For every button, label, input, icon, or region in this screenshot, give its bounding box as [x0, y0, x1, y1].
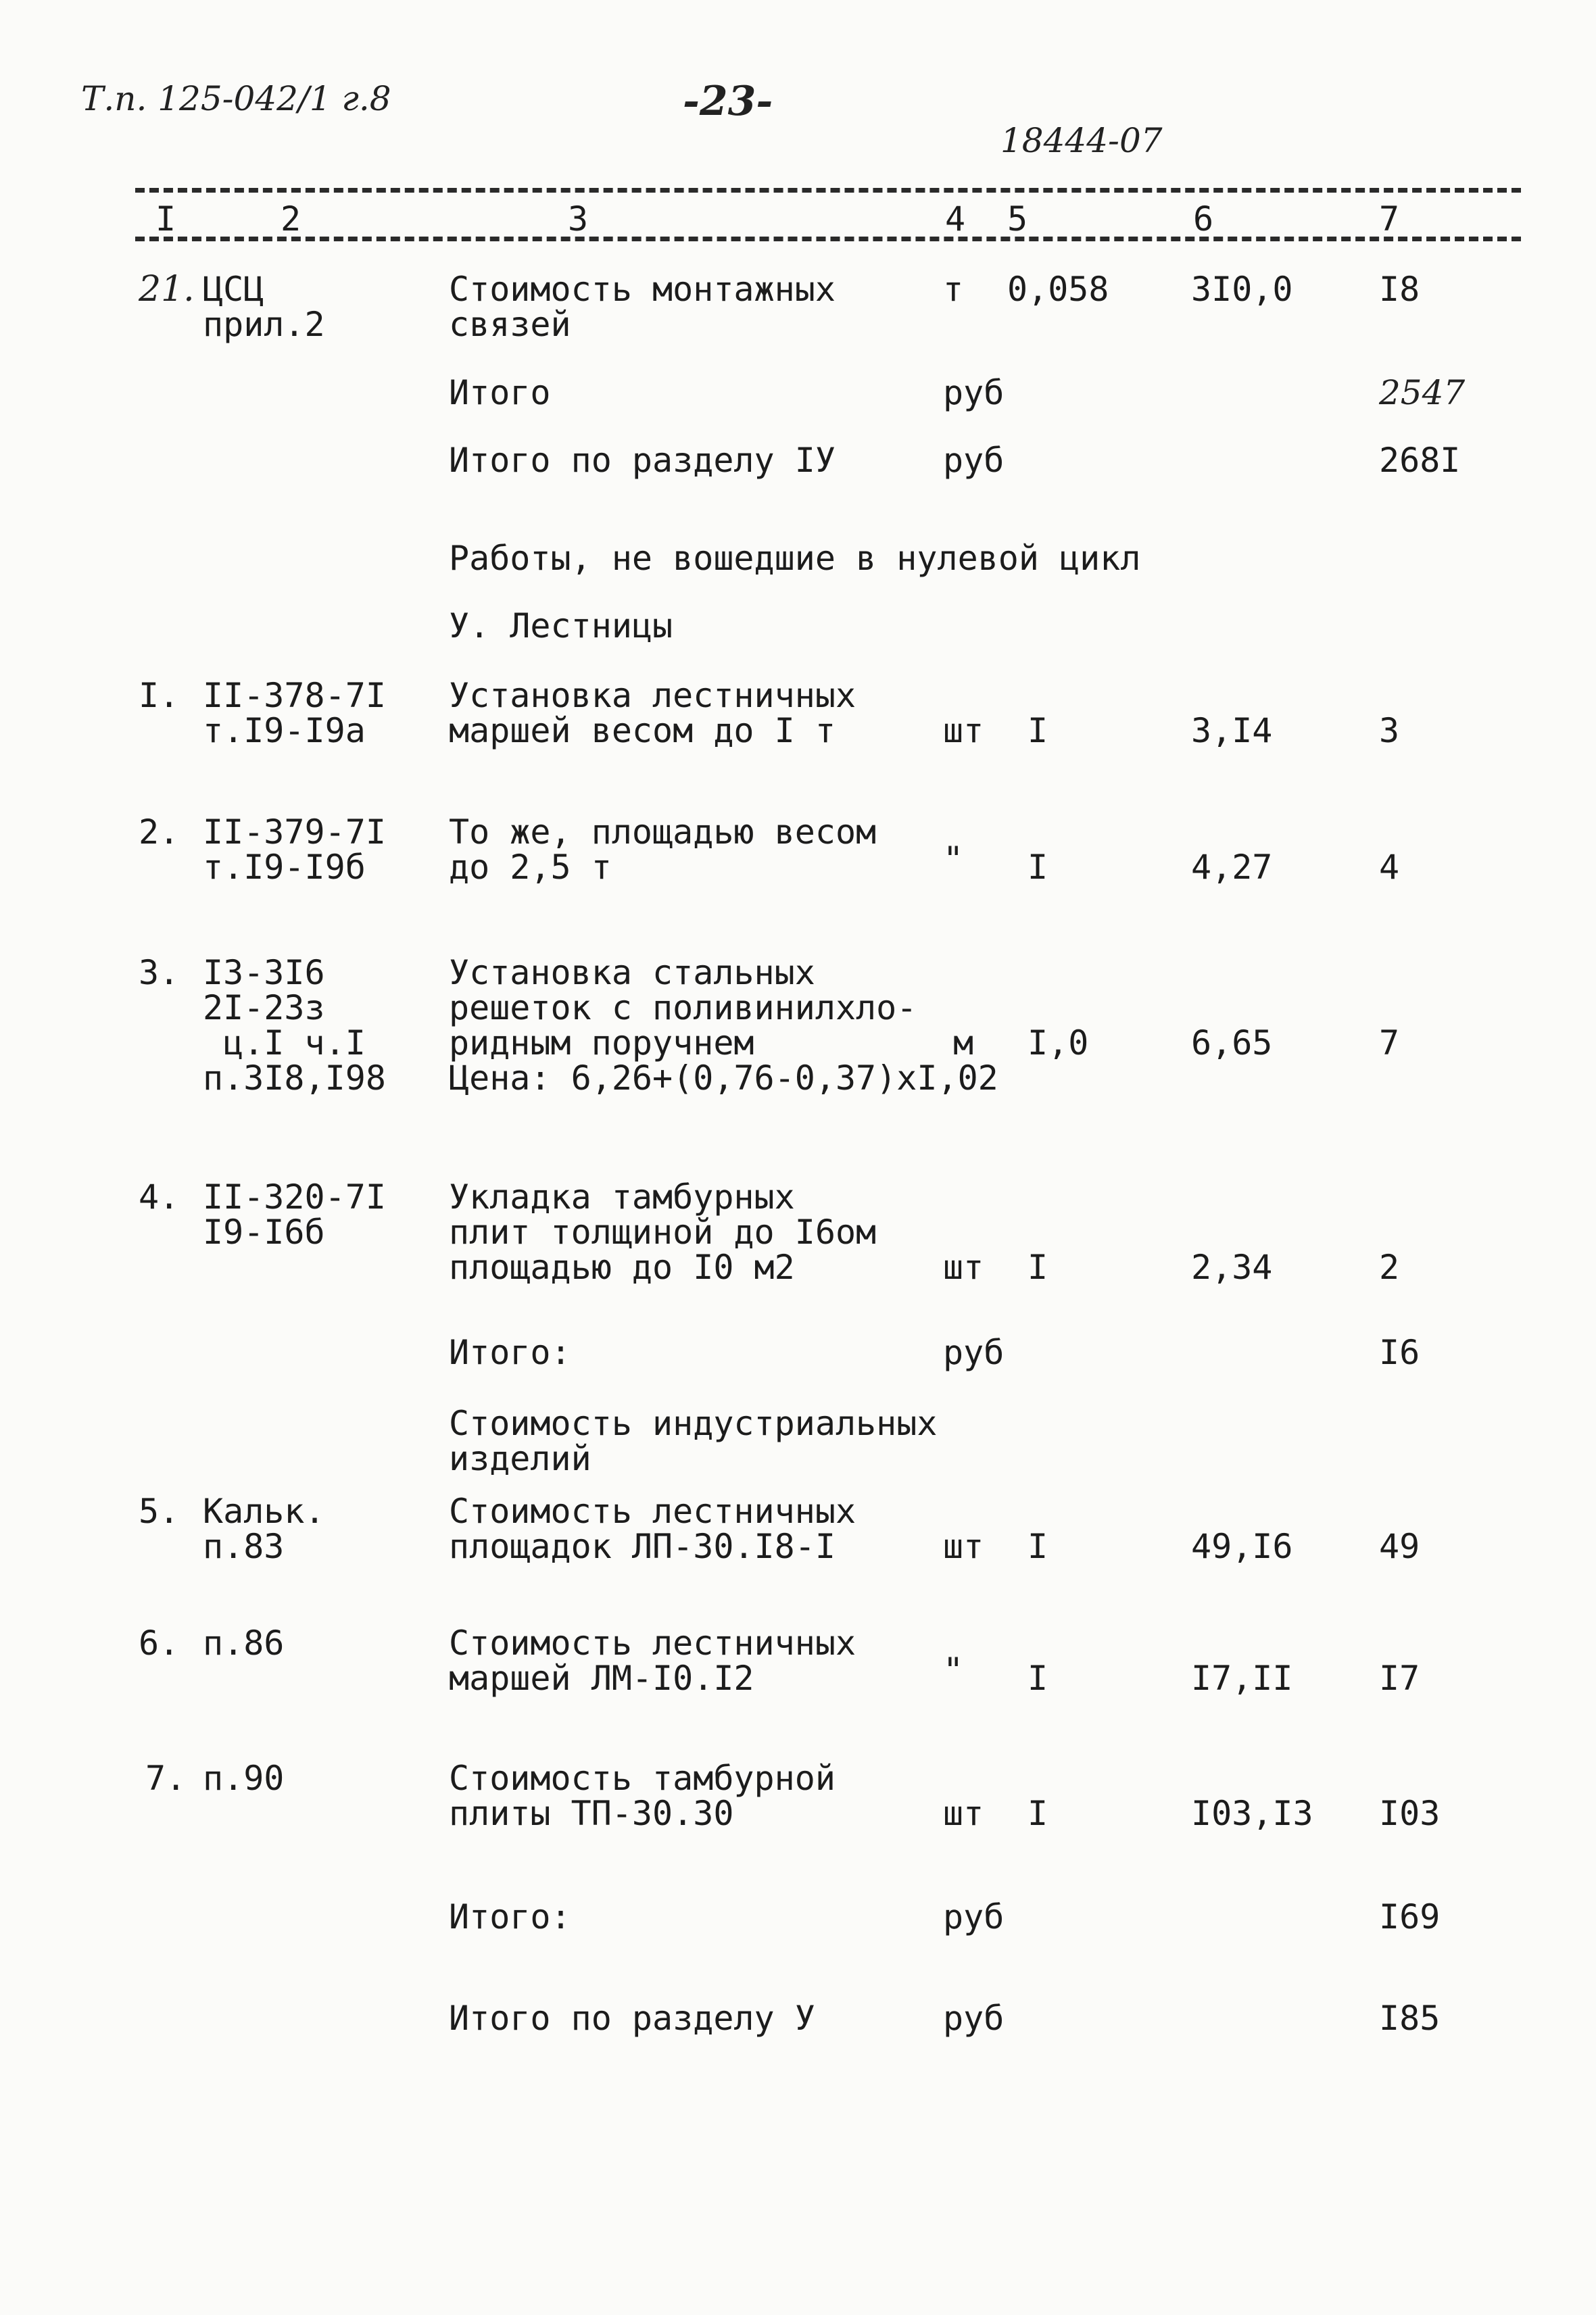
header-rule-top	[135, 188, 1521, 193]
row-number: 6.	[139, 1624, 180, 1663]
column-header-7: 7	[1379, 199, 1400, 239]
column-header-2: 2	[281, 199, 301, 239]
row-total: I7	[1379, 1659, 1420, 1698]
row-unit: "	[943, 1651, 964, 1690]
row-description: Стоимость монтажных связей	[449, 270, 836, 344]
row-total: 4	[1379, 848, 1400, 887]
row-code: п.90	[203, 1759, 285, 1798]
column-header-4: 4	[945, 199, 966, 239]
row-price: 3I0,0	[1191, 270, 1293, 309]
row-description: Стоимость тамбурной плиты ТП-30.30	[449, 1759, 836, 1833]
row-code: II-378-7I т.I9-I9а	[203, 676, 386, 750]
row-code: п.86	[203, 1624, 285, 1663]
row-quantity: I,0	[1027, 1023, 1089, 1063]
row-description: Итого:	[449, 1897, 571, 1936]
row-price: 3,I4	[1191, 711, 1273, 750]
row-quantity: I	[1027, 1527, 1048, 1566]
row-code: ЦСЦ прил.2	[203, 270, 325, 344]
row-description: Итого по разделу У	[449, 1999, 815, 2038]
row-unit: руб	[943, 1999, 1005, 2038]
row-unit: шт	[943, 1527, 984, 1566]
row-description: Установка лестничных маршей весом до I т	[449, 676, 856, 750]
row-total: I69	[1379, 1897, 1441, 1936]
row-description: Укладка тамбурных плит толщиной до I6ом площадью до I0 м2	[449, 1177, 877, 1287]
row-price: I7,II	[1191, 1659, 1293, 1698]
document-reference: Т.п. 125-042/1 г.8	[81, 79, 391, 118]
row-number: 7.	[145, 1759, 187, 1798]
row-total: I03	[1379, 1794, 1441, 1833]
row-number: 4.	[139, 1177, 180, 1217]
row-quantity: I	[1027, 711, 1048, 750]
row-number: 2.	[139, 812, 180, 852]
column-header-3: 3	[568, 199, 589, 239]
row-unit: руб	[943, 1333, 1005, 1372]
row-total: 2547	[1379, 373, 1466, 412]
row-total: 268I	[1379, 441, 1461, 480]
row-code: II-379-7I т.I9-I9б	[203, 812, 386, 887]
row-unit: руб	[943, 373, 1005, 412]
row-total: I8	[1379, 270, 1420, 309]
row-price: 4,27	[1191, 848, 1273, 887]
row-unit: шт	[943, 711, 984, 750]
row-quantity: I	[1027, 1659, 1048, 1698]
row-number: 5.	[139, 1492, 180, 1531]
column-header-5: 5	[1007, 199, 1028, 239]
row-quantity: I	[1027, 1248, 1048, 1287]
page-number: -23-	[683, 78, 773, 125]
row-unit: шт	[943, 1248, 984, 1287]
row-unit: руб	[943, 441, 1005, 480]
row-quantity: I	[1027, 1794, 1048, 1833]
section-heading-industrial-items: Стоимость индустриальных изделий	[449, 1404, 938, 1478]
row-price: 6,65	[1191, 1023, 1273, 1063]
row-total: 3	[1379, 711, 1400, 750]
row-total: 49	[1379, 1527, 1420, 1566]
row-code: I3-3I6 2I-23з ц.I ч.I п.3I8,I98	[203, 953, 386, 1098]
row-total: 7	[1379, 1023, 1400, 1063]
row-total: 2	[1379, 1248, 1400, 1287]
row-description: Установка стальных решеток с поливинилхло- ридным поручнем Цена: 6,26+(0,76-0,37)xI,02	[449, 953, 998, 1098]
row-unit: руб	[943, 1897, 1005, 1936]
row-description: Итого:	[449, 1333, 571, 1372]
row-description: То же, площадью весом до 2,5 т	[449, 812, 877, 887]
row-quantity: I	[1027, 848, 1048, 887]
row-description: Стоимость лестничных маршей ЛМ-I0.I2	[449, 1624, 856, 1698]
row-total: I6	[1379, 1333, 1420, 1372]
row-unit: шт	[943, 1794, 984, 1833]
column-header-1: I	[155, 199, 176, 239]
column-header-6: 6	[1193, 199, 1214, 239]
row-code: Кальк. п.83	[203, 1492, 325, 1566]
row-unit: "	[943, 839, 964, 879]
row-description: Итого по разделу IУ	[449, 441, 836, 480]
section-heading-excluded-works: Работы, не вошедшие в нулевой цикл	[449, 539, 1141, 578]
row-price: 49,I6	[1191, 1527, 1293, 1566]
row-description: Итого	[449, 373, 551, 412]
row-price: 2,34	[1191, 1248, 1273, 1287]
row-total: I85	[1379, 1999, 1441, 2038]
row-number: 21.	[139, 269, 195, 310]
document-code: 18444-07	[1000, 121, 1163, 160]
row-code: II-320-7I I9-I6б	[203, 1177, 386, 1252]
row-price: I03,I3	[1191, 1794, 1313, 1833]
section-heading-stairs: У. Лестницы	[449, 606, 673, 645]
row-description: Стоимость лестничных площадок ЛП-30.I8-I	[449, 1492, 856, 1566]
header-rule-bottom	[135, 237, 1521, 241]
row-number: I.	[139, 676, 180, 715]
row-number: 3.	[139, 953, 180, 992]
row-quantity: 0,058	[1007, 270, 1109, 309]
row-unit: т	[943, 270, 964, 309]
row-unit: м	[953, 1023, 974, 1063]
